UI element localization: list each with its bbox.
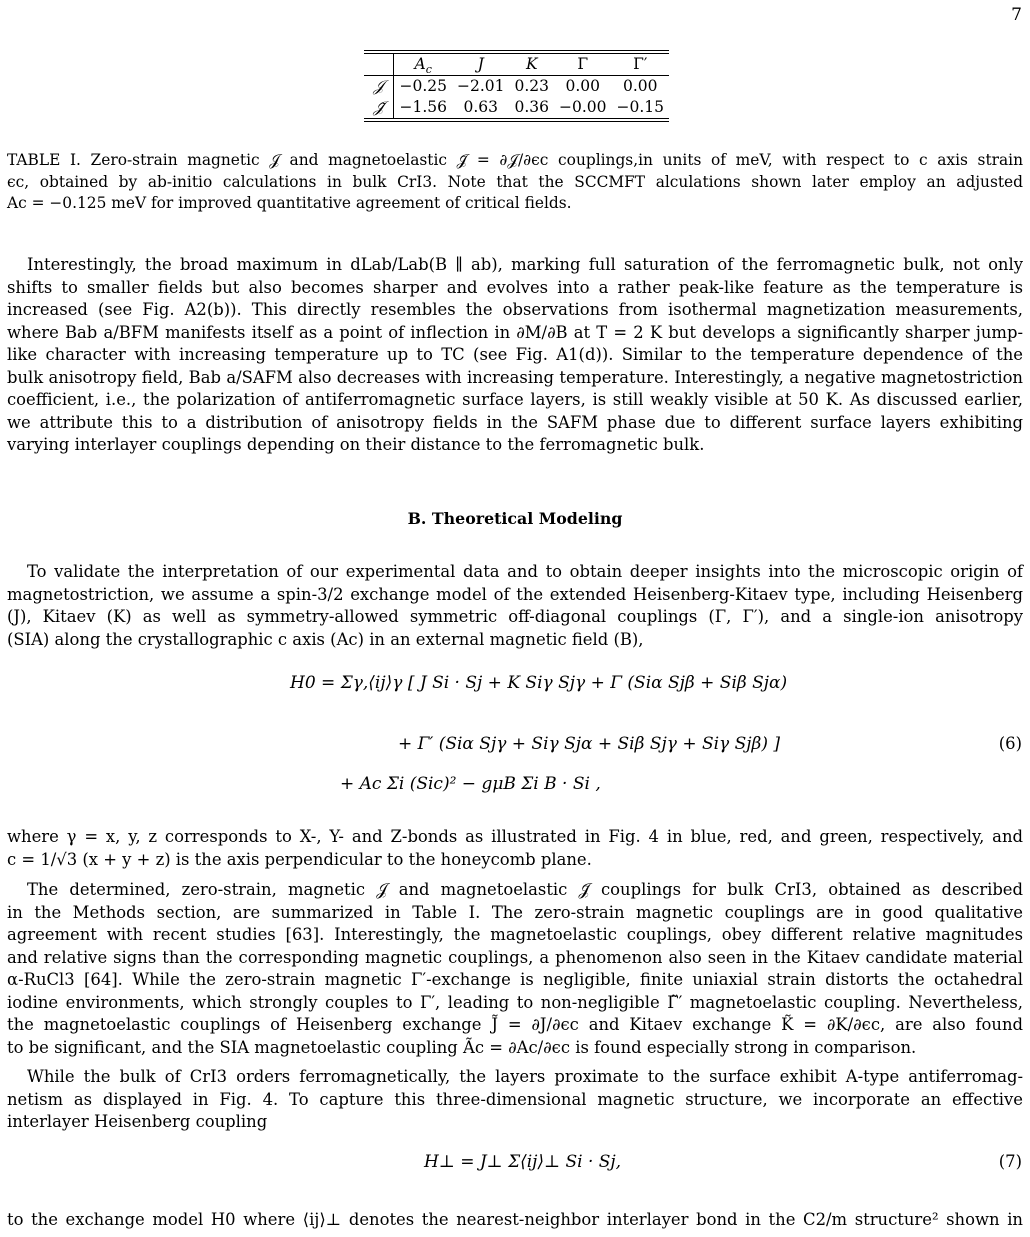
col-header-j: J [477, 55, 484, 73]
paragraph-model-intro [7, 561, 1023, 651]
text-line: where γ = x, y, z corresponds to X-, Y- and Z-bonds as illustrated in Fig. 4 in blue, red, and green, respectively, and [7, 827, 1023, 846]
text-line: iodine environments, which strongly couples to Γ′, leading to non-negligible Γ̃′ magnetoelastic coupling. Nevertheless, [7, 992, 1023, 1012]
table-cell: 0.00 [565, 77, 600, 95]
table-row [364, 76, 669, 98]
row-label: 𝒥 [364, 76, 394, 98]
text-line: bulk anisotropy field, Bab a/SAFM also decreases with increasing temperature. Interestingly, a negative magnetostriction [7, 367, 1023, 387]
coupling-table [364, 50, 669, 122]
equation-6-line-1: H0 = Σγ,⟨ij⟩γ [ J Si · Sj + K Siγ Sjγ + Γ (Siα Sjβ + Siβ Sjα) [290, 673, 788, 693]
table-cell: −2.01 [456, 77, 505, 95]
text-line: While the bulk of CrI3 orders ferromagnetically, the layers proximate to the surface exhibit A-type antiferromag- [27, 1067, 1023, 1086]
col-header-ac: $A_c$ [414, 55, 432, 77]
page-number: 7 [1011, 5, 1022, 25]
text-line: The determined, zero-strain, magnetic 𝒥 and magnetoelastic 𝒥̃ couplings for bulk CrI3, obtained as described [27, 880, 1023, 899]
paragraph-bond-definition [7, 826, 1023, 871]
equation-6-line-2: + Γ′ (Siα Sjγ + Siγ Sjα + Siβ Sjγ + Siγ Sjβ) ] [398, 734, 781, 754]
table-cell: −0.15 [616, 98, 664, 116]
equation-6-line-3: + Ac Σi (Sic)² − gμB Σi B · Si , [340, 774, 601, 794]
text-line: netism as displayed in Fig. 4. To capture this three-dimensional magnetic structure, we incorporate an effective [7, 1089, 1023, 1109]
text-line: increased (see Fig. A2(b)). This directly resembles the observations from isothermal magnetization measurements, [7, 300, 1023, 319]
caption-line: ϵc, obtained by ab-initio calculations in bulk CrI3. Note that the SCCMFT alculations shown later employ an adjusted [7, 172, 1023, 191]
text-line: in the Methods section, are summarized in Table I. The zero-strain magnetic couplings are in good qualitative [7, 902, 1023, 922]
table-bottom-rule-2 [364, 121, 669, 122]
table-cell: 0.23 [514, 77, 549, 95]
equation-7-number: (7) [998, 1152, 1022, 1171]
table-cell: −0.00 [559, 98, 607, 116]
text-line: we attribute this to a distribution of anisotropy fields in the SAFM phase due to different surface layers exhibiting [7, 412, 1023, 432]
caption-line: Ac = −0.125 meV for improved quantitative agreement of critical fields. [7, 194, 572, 212]
table-caption [7, 150, 1023, 215]
text-line: (SIA) along the crystallographic c axis (Ac) in an external magnetic field (B), [7, 629, 644, 649]
text-line: to the exchange model H0 where ⟨ij⟩⊥ denotes the nearest-neighbor interlayer bond in the C2/m structure² shown in [7, 1210, 1023, 1229]
table-cell: −0.25 [399, 77, 447, 95]
section-heading: B. Theoretical Modeling [407, 509, 623, 528]
paragraph-exchange-model [7, 1209, 1023, 1232]
equation-6-number: (6) [998, 734, 1022, 753]
text-line: coefficient, i.e., the polarization of antiferromagnetic surface layers, is still weakly visible at 50 K. As discussed earlier, [7, 390, 1023, 409]
text-line: Interestingly, the broad maximum in dLab/Lab(B ∥ ab), marking full saturation of the ferromagnetic bulk, not only [27, 255, 1023, 274]
table-header-row [364, 54, 669, 76]
text-line: shifts to smaller fields but also becomes sharper and evolves into a rather peak-like feature as the temperature is [7, 277, 1023, 297]
caption-line: TABLE I. Zero-strain magnetic 𝒥 and magnetoelastic 𝒥̃ = ∂𝒥/∂ϵc couplings,in units of meV, with respect to c axis strain [7, 151, 1023, 169]
paragraph-magnetostriction-temperature [7, 254, 1023, 457]
table-cell: 0.36 [514, 98, 549, 116]
text-line: like character with increasing temperature up to TC (see Fig. A1(d)). Similar to the temperature dependence of the [7, 345, 1023, 364]
text-line: to be significant, and the SIA magnetoelastic coupling Ãc = ∂Ac/∂ϵc is found especially strong in comparison. [7, 1037, 917, 1057]
table-corner [364, 54, 394, 76]
text-line: the magnetoelastic couplings of Heisenberg exchange J̃ = ∂J/∂ϵc and Kitaev exchange K̃ = ∂K/∂ϵc, are also found [7, 1015, 1023, 1034]
text-line: α-RuCl3 [64]. While the zero-strain magnetic Γ′-exchange is negligible, finite uniaxial strain distorts the octahedral [7, 970, 1023, 989]
text-line: interlayer Heisenberg coupling [7, 1112, 268, 1131]
text-line: (J), Kitaev (K) as well as symmetry-allowed symmetric off-diagonal couplings (Γ, Γ′), and a single-ion anisotropy [7, 607, 1023, 626]
table-cell: 0.63 [463, 98, 498, 116]
table-top-rule [364, 50, 669, 51]
text-line: agreement with recent studies [63]. Interestingly, the magnetoelastic couplings, obey different relative magnitudes [7, 925, 1023, 944]
table-cell: 0.00 [622, 77, 658, 95]
text-line: magnetostriction, we assume a spin-3/2 exchange model of the extended Heisenberg-Kitaev type, including Heisenberg [7, 584, 1023, 604]
col-header-gamma: Γ [577, 55, 589, 73]
col-header-gamma-prime: Γ′ [633, 55, 648, 73]
text-line: varying interlayer couplings depending on their distance to the ferromagnetic bulk. [7, 435, 705, 454]
table-bottom-rule [364, 118, 669, 119]
text-line: where Bab a/BFM manifests itself as a point of inflection in ∂M/∂B at T = 2 K but develops a significantly sharper jump- [7, 322, 1023, 342]
col-header-k: K [525, 55, 538, 73]
text-line: and relative signs than the corresponding magnetic couplings, a phenomenon also seen in the Kitaev candidate material [7, 947, 1023, 967]
text-line: c = 1/√3 (x + y + z) is the axis perpendicular to the honeycomb plane. [7, 849, 592, 869]
equation-7: H⊥ = J⊥ Σ⟨ij⟩⊥ Si · Sj, [424, 1152, 622, 1172]
paragraph-couplings-summary [7, 879, 1023, 1059]
table-row [364, 97, 669, 118]
table-cell: −1.56 [399, 98, 447, 116]
row-label: 𝒥̃ [364, 97, 394, 118]
paragraph-interlayer [7, 1066, 1023, 1134]
text-line: To validate the interpretation of our experimental data and to obtain deeper insights into the microscopic origin of [27, 562, 1023, 581]
